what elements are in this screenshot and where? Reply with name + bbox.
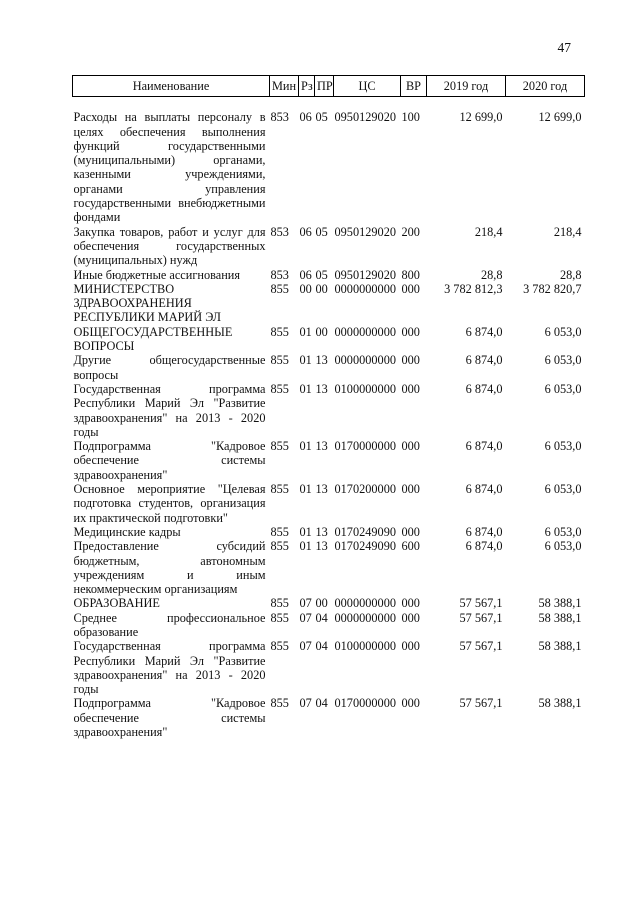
row-cs: 0000000000 bbox=[334, 353, 396, 368]
row-min: 855 bbox=[270, 524, 289, 539]
row-amount-2020: 6 053,0 bbox=[544, 324, 582, 339]
row-cs: 0100000000 bbox=[334, 381, 396, 396]
table-row bbox=[73, 282, 585, 325]
table-row bbox=[73, 596, 585, 610]
table-row bbox=[73, 539, 585, 596]
row-pr: 13 bbox=[315, 482, 328, 497]
row-min: 855 bbox=[270, 696, 289, 711]
row-amount-2020: 58 388,1 bbox=[538, 696, 582, 711]
table-row bbox=[73, 525, 585, 539]
row-amount-2020: 58 388,1 bbox=[538, 596, 582, 611]
row-min: 855 bbox=[270, 381, 289, 396]
row-rz: 01 bbox=[299, 539, 312, 554]
row-min: 855 bbox=[270, 639, 289, 654]
row-vr: 000 bbox=[401, 353, 420, 368]
row-amount-2019: 57 567,1 bbox=[459, 639, 503, 654]
row-rz: 07 bbox=[299, 696, 312, 711]
row-cs: 0000000000 bbox=[334, 610, 396, 625]
row-cs: 0100000000 bbox=[334, 639, 396, 654]
row-rz: 07 bbox=[299, 639, 312, 654]
row-min: 855 bbox=[270, 539, 289, 554]
row-pr: 13 bbox=[315, 353, 328, 368]
row-amount-2019: 6 874,0 bbox=[465, 353, 503, 368]
row-name: ОБРАЗОВАНИЕ bbox=[73, 596, 160, 611]
row-vr: 000 bbox=[401, 439, 420, 454]
row-rz: 01 bbox=[299, 353, 312, 368]
row-vr: 000 bbox=[401, 639, 420, 654]
row-cs: 0170000000 bbox=[334, 696, 396, 711]
row-amount-2019: 6 874,0 bbox=[465, 524, 503, 539]
row-cs: 0000000000 bbox=[334, 324, 396, 339]
row-name: Основное мероприятие "Целевая подготовка студентов, организация их практической подготовки" bbox=[73, 482, 266, 525]
header-vr: ВР bbox=[401, 76, 427, 97]
row-name: МИНИСТЕРСТВО ЗДРАВООХРАНЕНИЯ РЕСПУБЛИКИ МАРИЙ ЭЛ bbox=[73, 281, 221, 325]
row-amount-2019: 6 874,0 bbox=[465, 439, 503, 454]
header-2019: 2019 год bbox=[427, 76, 506, 97]
row-amount-2020: 6 053,0 bbox=[544, 381, 582, 396]
header-rz: Рз bbox=[299, 76, 315, 97]
header-min: Мин bbox=[270, 76, 299, 97]
row-min: 853 bbox=[270, 110, 289, 125]
row-min: 855 bbox=[270, 324, 289, 339]
row-vr: 000 bbox=[401, 482, 420, 497]
row-name: Предоставление субсидий бюджетным, автономным учреждениям и иным некоммерческим организациям bbox=[73, 539, 266, 597]
row-amount-2019: 6 874,0 bbox=[465, 482, 503, 497]
row-min: 855 bbox=[270, 610, 289, 625]
row-cs: 0170249090 bbox=[334, 524, 396, 539]
row-name: Расходы на выплаты персоналу в целях обеспечения выполнения функций государственными (муниципальными) органами, казенными учреждениями, органами управления государственными внебюджетными фондами bbox=[73, 110, 266, 225]
row-rz: 06 bbox=[299, 110, 312, 125]
row-pr: 05 bbox=[315, 224, 328, 239]
row-pr: 05 bbox=[315, 110, 328, 125]
row-amount-2020: 12 699,0 bbox=[538, 110, 582, 125]
row-pr: 00 bbox=[315, 324, 328, 339]
row-rz: 01 bbox=[299, 439, 312, 454]
row-cs: 0170000000 bbox=[334, 439, 396, 454]
row-vr: 000 bbox=[401, 281, 420, 296]
row-cs: 0000000000 bbox=[334, 281, 396, 296]
row-name: Государственная программа Республики Марий Эл "Развитие здравоохранения" на 2013 - 2020 годы bbox=[73, 381, 266, 439]
row-name: Медицинские кадры bbox=[73, 524, 181, 539]
row-vr: 000 bbox=[401, 696, 420, 711]
row-name: Подпрограмма "Кадровое обеспечение системы здравоохранения" bbox=[73, 439, 266, 482]
table-row bbox=[73, 325, 585, 354]
row-rz: 01 bbox=[299, 482, 312, 497]
row-cs: 0170200000 bbox=[334, 482, 396, 497]
row-name: Государственная программа Республики Марий Эл "Развитие здравоохранения" на 2013 - 2020 годы bbox=[73, 639, 266, 697]
row-amount-2020: 3 782 820,7 bbox=[523, 281, 582, 296]
row-amount-2019: 6 874,0 bbox=[465, 324, 503, 339]
row-vr: 100 bbox=[401, 110, 420, 125]
table-row bbox=[73, 696, 585, 739]
table-body bbox=[73, 97, 585, 740]
row-amount-2020: 6 053,0 bbox=[544, 539, 582, 554]
row-amount-2020: 58 388,1 bbox=[538, 639, 582, 654]
row-name: Иные бюджетные ассигнования bbox=[73, 267, 241, 282]
row-pr: 05 bbox=[315, 267, 328, 282]
row-name: Подпрограмма "Кадровое обеспечение системы здравоохранения" bbox=[73, 696, 266, 740]
row-vr: 800 bbox=[401, 267, 420, 282]
row-vr: 000 bbox=[401, 610, 420, 625]
row-min: 853 bbox=[270, 224, 289, 239]
row-name: ОБЩЕГОСУДАРСТВЕННЫЕ ВОПРОСЫ bbox=[73, 324, 233, 354]
row-min: 855 bbox=[270, 353, 289, 368]
row-name: Закупка товаров, работ и услуг для обеспечения государственных (муниципальных) нужд bbox=[73, 224, 266, 268]
row-cs: 0000000000 bbox=[334, 596, 396, 611]
page-number: 47 bbox=[557, 40, 571, 55]
row-min: 855 bbox=[270, 596, 289, 611]
row-cs: 0170249090 bbox=[334, 539, 396, 554]
table-row bbox=[73, 225, 585, 268]
row-rz: 06 bbox=[299, 224, 312, 239]
row-pr: 04 bbox=[315, 639, 328, 654]
header-name: Наименование bbox=[73, 76, 270, 97]
row-rz: 06 bbox=[299, 267, 312, 282]
row-amount-2020: 6 053,0 bbox=[544, 524, 582, 539]
row-vr: 000 bbox=[401, 381, 420, 396]
table-row bbox=[73, 611, 585, 640]
row-amount-2020: 58 388,1 bbox=[538, 610, 582, 625]
row-rz: 07 bbox=[299, 610, 312, 625]
row-pr: 13 bbox=[315, 539, 328, 554]
row-min: 855 bbox=[270, 482, 289, 497]
budget-table bbox=[72, 75, 585, 739]
row-rz: 01 bbox=[299, 524, 312, 539]
row-amount-2020: 218,4 bbox=[553, 224, 582, 239]
row-cs: 0950129020 bbox=[334, 224, 396, 239]
row-rz: 00 bbox=[299, 281, 312, 296]
row-vr: 200 bbox=[401, 224, 420, 239]
row-amount-2019: 57 567,1 bbox=[459, 596, 503, 611]
row-pr: 13 bbox=[315, 439, 328, 454]
row-amount-2019: 57 567,1 bbox=[459, 610, 503, 625]
table-row bbox=[73, 439, 585, 482]
row-min: 855 bbox=[270, 439, 289, 454]
header-pr: ПР bbox=[315, 76, 334, 97]
row-pr: 00 bbox=[315, 596, 328, 611]
row-pr: 00 bbox=[315, 281, 328, 296]
row-amount-2020: 6 053,0 bbox=[544, 353, 582, 368]
row-pr: 04 bbox=[315, 696, 328, 711]
row-amount-2019: 6 874,0 bbox=[465, 381, 503, 396]
table-row bbox=[73, 382, 585, 439]
row-amount-2020: 6 053,0 bbox=[544, 482, 582, 497]
row-amount-2019: 12 699,0 bbox=[459, 110, 503, 125]
row-amount-2019: 218,4 bbox=[474, 224, 503, 239]
row-amount-2020: 28,8 bbox=[559, 267, 582, 282]
row-pr: 04 bbox=[315, 610, 328, 625]
table-row bbox=[73, 482, 585, 525]
row-name: Среднее профессиональное образование bbox=[73, 610, 266, 639]
row-amount-2019: 57 567,1 bbox=[459, 696, 503, 711]
row-pr: 13 bbox=[315, 381, 328, 396]
header-cs: ЦС bbox=[334, 76, 401, 97]
row-amount-2020: 6 053,0 bbox=[544, 439, 582, 454]
row-vr: 000 bbox=[401, 596, 420, 611]
row-amount-2019: 3 782 812,3 bbox=[444, 281, 503, 296]
row-cs: 0950129020 bbox=[334, 267, 396, 282]
row-amount-2019: 6 874,0 bbox=[465, 539, 503, 554]
row-vr: 000 bbox=[401, 524, 420, 539]
table-header bbox=[73, 76, 585, 97]
row-name: Другие общегосударственные вопросы bbox=[73, 353, 266, 382]
row-min: 853 bbox=[270, 267, 289, 282]
table-row bbox=[73, 353, 585, 382]
table-row bbox=[73, 97, 585, 225]
header-2020: 2020 год bbox=[506, 76, 585, 97]
table-row bbox=[73, 268, 585, 282]
row-vr: 600 bbox=[401, 539, 420, 554]
row-amount-2019: 28,8 bbox=[480, 267, 503, 282]
row-pr: 13 bbox=[315, 524, 328, 539]
row-rz: 07 bbox=[299, 596, 312, 611]
row-cs: 0950129020 bbox=[334, 110, 396, 125]
row-rz: 01 bbox=[299, 381, 312, 396]
table-row bbox=[73, 639, 585, 696]
row-min: 855 bbox=[270, 281, 289, 296]
row-rz: 01 bbox=[299, 324, 312, 339]
row-vr: 000 bbox=[401, 324, 420, 339]
